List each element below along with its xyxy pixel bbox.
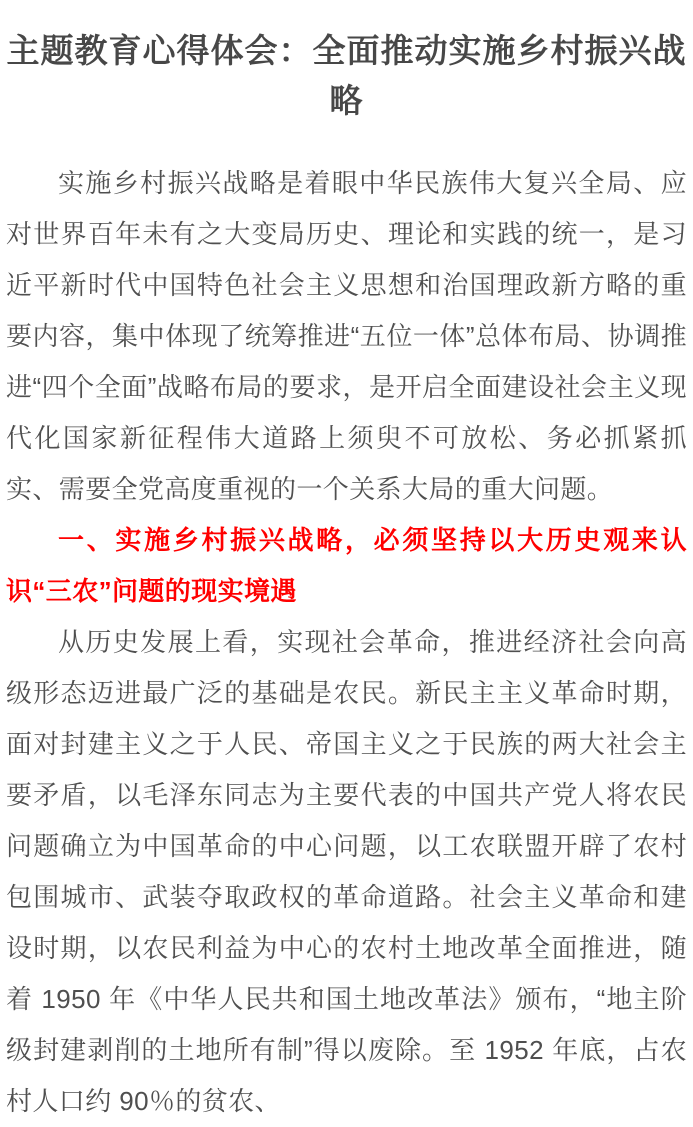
section-1-heading: 一、实施乡村振兴战略，必须坚持以大历史观来认识“三农”问题的现实境遇 xyxy=(6,525,687,606)
article-title: 主题教育心得体会：全面推动实施乡村振兴战略 xyxy=(6,32,687,119)
intro-paragraph: 实施乡村振兴战略是着眼中华民族伟大复兴全局、应对世界百年未有之大变局历史、理论和实践的统一，是习近平新时代中国特色社会主义思想和治国理政新方略的重要内容，集中体现了统筹推进“五位一体”总体布局、协调推进“四个全面”战略布局的要求，是开启全面建设社会主义现代化国家新征程伟大道路上须臾不可放松、务必抓紧抓实、需要全党高度重视的一个关系大局的重大问题。 xyxy=(6,168,687,504)
section-1-paragraph: 从历史发展上看，实现社会革命，推进经济社会向高级形态迈进最广泛的基础是农民。新民主主义革命时期，面对封建主义之于人民、帝国主义之于民族的两大社会主要矛盾，以毛泽东同志为主要代表的中国共产党人将农民问题确立为中国革命的中心问题，以工农联盟开辟了农村包围城市、武装夺取政权的革命道路。社会主义革命和建设时期，以农民利益为中心的农村土地改革全面推进，随着 1950 年《中华人民共和国土地改革法》颁布，“地主阶级封建剥削的土地所有制”得以废除。至 1952 年底，占农村人口约 90％的贫农、 xyxy=(6,627,687,1116)
